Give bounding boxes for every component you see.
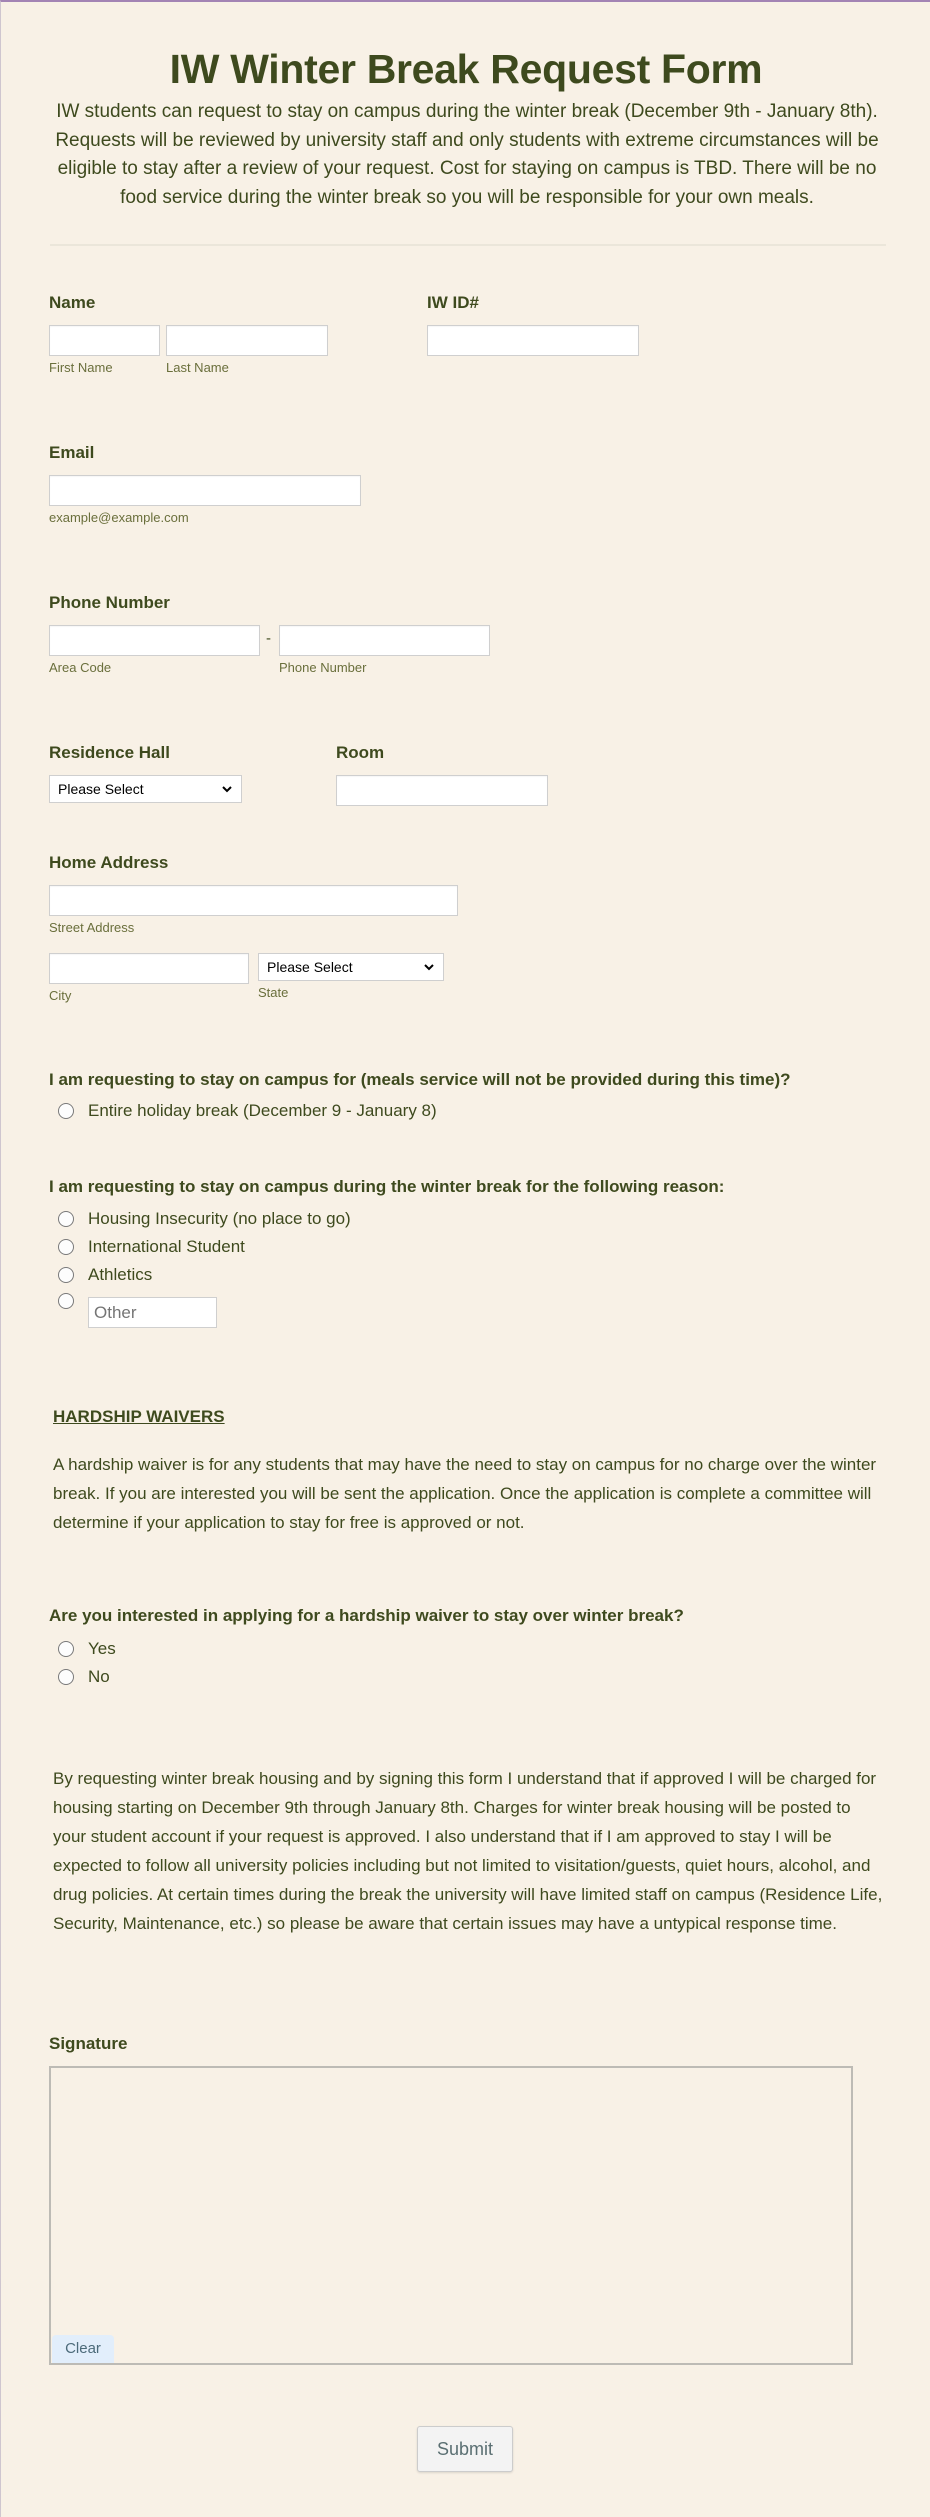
radio-option-international-student[interactable] xyxy=(58,1233,351,1261)
phone-number-input[interactable] xyxy=(279,625,490,656)
form-intro: IW students can request to stay on campus during the winter break (December 9th - January 8th). Requests will be reviewed by university staff and only students with extreme circumstances will be eligible to stay after a review of your request. Cost for staying on campus is TBD. There will be no food service during the winter break so you will be responsible for your own meals. xyxy=(55,101,879,208)
divider xyxy=(50,244,886,246)
other-reason-input[interactable] xyxy=(88,1297,217,1328)
iw-id-input[interactable] xyxy=(427,325,639,356)
radio-option-entire-break[interactable] xyxy=(58,1097,437,1125)
radio-label: Housing Insecurity (no place to go) xyxy=(88,1209,351,1228)
state-sublabel: State xyxy=(258,985,289,1000)
hardship-options xyxy=(58,1635,116,1691)
first-name-sublabel: First Name xyxy=(49,360,113,375)
radio-circle-icon[interactable] xyxy=(58,1669,74,1685)
stay-period-question: I am requesting to stay on campus for (meals service will not be provided during this time)? xyxy=(49,1070,791,1089)
street-address-input[interactable] xyxy=(49,885,458,916)
hardship-text: A hardship waiver is for any students that may have the need to stay on campus for no charge over the winter break. If you are interested you will be sent the application. Once the application is complete a committee will determine if your application to stay for free is approved or not. xyxy=(53,1455,877,1532)
radio-label: Entire holiday break (December 9 - January 8) xyxy=(88,1101,437,1120)
first-name-input[interactable] xyxy=(49,325,160,356)
iw-id-label: IW ID# xyxy=(427,293,479,312)
room-input[interactable] xyxy=(336,775,548,806)
city-sublabel: City xyxy=(49,988,72,1003)
radio-option-yes[interactable] xyxy=(58,1635,116,1663)
radio-option-athletics[interactable] xyxy=(58,1261,351,1289)
agreement-text: By requesting winter break housing and by signing this form I understand that if approved I will be charged for housing starting on December 9th through January 8th. Charges for winter break housing will be posted to your student account if your request is approved. I also understand that if I am approved to stay I will be expected to follow all university policies including but not limited to visitation/guests, quiet hours, alcohol, and drug policies. At certain times during the break the university will have limited staff on campus (Residence Life, Security, Maintenance, etc.) so please be aware that certain issues may have a untypical response time. xyxy=(53,1769,883,1933)
email-sublabel: example@example.com xyxy=(49,510,189,525)
radio-circle-icon[interactable] xyxy=(58,1211,74,1227)
signature-pad[interactable] xyxy=(49,2066,853,2365)
name-label: Name xyxy=(49,293,96,312)
submit-button[interactable]: Submit xyxy=(417,2426,513,2472)
street-address-sublabel: Street Address xyxy=(49,920,135,935)
radio-label: Athletics xyxy=(88,1265,153,1284)
radio-label: Yes xyxy=(88,1639,116,1658)
radio-circle-icon[interactable] xyxy=(58,1103,74,1119)
email-label: Email xyxy=(49,443,95,462)
radio-circle-icon[interactable] xyxy=(58,1239,74,1255)
hardship-question: Are you interested in applying for a hardship waiver to stay over winter break? xyxy=(49,1606,684,1625)
email-input[interactable] xyxy=(49,475,361,506)
last-name-sublabel: Last Name xyxy=(166,360,229,375)
reason-options xyxy=(58,1205,351,1333)
clear-signature-button[interactable]: Clear xyxy=(52,2335,114,2363)
home-address-label: Home Address xyxy=(49,853,169,872)
room-label: Room xyxy=(336,743,385,762)
last-name-input[interactable] xyxy=(166,325,328,356)
stay-period-options xyxy=(58,1097,437,1125)
phone-separator: - xyxy=(266,630,271,647)
form-title: IW Winter Break Request Form xyxy=(169,46,763,92)
radio-circle-icon[interactable] xyxy=(58,1641,74,1657)
radio-circle-icon[interactable] xyxy=(58,1267,74,1283)
chevron-down-icon xyxy=(423,961,435,973)
signature-label: Signature xyxy=(49,2034,128,2053)
phone-number-sublabel: Phone Number xyxy=(279,660,367,675)
residence-hall-label: Residence Hall xyxy=(49,743,170,762)
city-input[interactable] xyxy=(49,953,249,984)
state-select[interactable] xyxy=(258,953,444,981)
radio-circle-icon[interactable] xyxy=(58,1293,74,1309)
radio-label: No xyxy=(88,1667,110,1686)
radio-option-other[interactable] xyxy=(58,1289,351,1333)
area-code-input[interactable] xyxy=(49,625,260,656)
residence-hall-selected: Please Select xyxy=(58,781,144,797)
radio-label: International Student xyxy=(88,1237,245,1256)
state-selected: Please Select xyxy=(267,959,353,975)
phone-label: Phone Number xyxy=(49,593,170,612)
radio-option-no[interactable] xyxy=(58,1663,116,1691)
chevron-down-icon xyxy=(221,783,233,795)
radio-option-housing-insecurity[interactable] xyxy=(58,1205,351,1233)
area-code-sublabel: Area Code xyxy=(49,660,112,675)
reason-question: I am requesting to stay on campus during the winter break for the following reason: xyxy=(49,1177,725,1196)
hardship-heading: HARDSHIP WAIVERS xyxy=(53,1407,225,1426)
residence-hall-select[interactable] xyxy=(49,775,242,803)
